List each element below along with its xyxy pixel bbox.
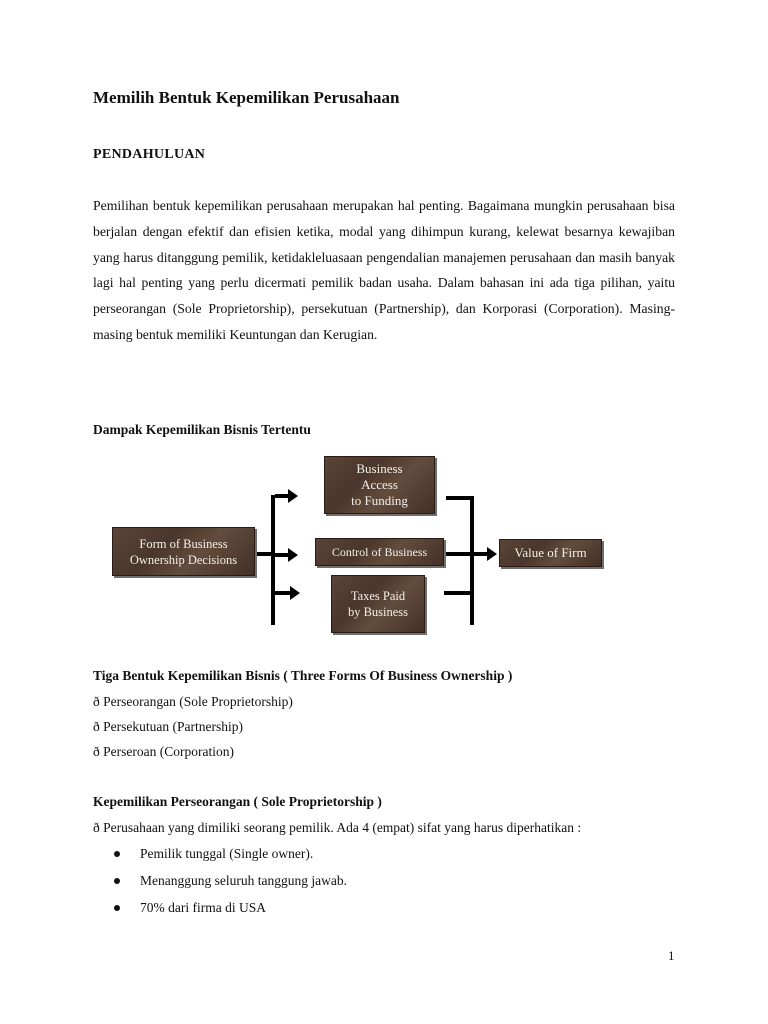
arrow-result-line — [474, 552, 488, 556]
bullet-icon — [114, 905, 120, 911]
access-to-funding-box: Business Access to Funding — [324, 456, 435, 514]
right-connector-bottom — [444, 591, 472, 595]
sole-proprietorship-heading: Kepemilikan Perseorangan ( Sole Proprietorship ) — [93, 794, 382, 809]
control-of-business-box: Control of Business — [315, 538, 444, 566]
diagram-heading: Dampak Kepemilikan Bisnis Tertentu — [93, 422, 311, 437]
list-item-text: 70% dari firma di USA — [140, 900, 266, 915]
bullet-icon — [114, 878, 120, 884]
list-item — [114, 900, 514, 920]
right-connector-top — [446, 496, 472, 500]
forms-item: ð Perseorangan (Sole Proprietorship) — [93, 694, 293, 709]
list-item-text: Menanggung seluruh tanggung jawab. — [140, 873, 347, 888]
arrow-top-head — [288, 489, 298, 503]
arrow-result-head — [487, 547, 497, 561]
forms-item: ð Perseroan (Corporation) — [93, 744, 234, 759]
list-item-text: Pemilik tunggal (Single owner). — [140, 846, 314, 861]
list-item — [114, 873, 514, 893]
arrow-top-line — [275, 494, 289, 498]
page-number: 1 — [668, 948, 675, 963]
left-bracket-line — [271, 495, 275, 625]
right-connector-middle — [444, 552, 472, 556]
source-connector — [255, 552, 273, 556]
bullet-icon — [114, 851, 120, 857]
sole-proprietorship-intro: ð Perusahaan yang dimiliki seorang pemilik. Ada 4 (empat) sifat yang harus diperhatikan : — [93, 820, 582, 835]
right-bracket-line — [470, 496, 474, 625]
taxes-paid-box: Taxes Paid by Business — [331, 575, 425, 633]
list-item — [114, 846, 514, 866]
document-title: Memilih Bentuk Kepemilikan Perusahaan — [93, 88, 400, 107]
intro-heading: PENDAHULUAN — [93, 147, 206, 162]
forms-item: ð Persekutuan (Partnership) — [93, 719, 243, 734]
form-of-business-box: Form of Business Ownership Decisions — [112, 527, 255, 576]
arrow-bottom-head — [290, 586, 300, 600]
forms-heading: Tiga Bentuk Kepemilikan Bisnis ( Three Forms Of Business Ownership ) — [93, 668, 513, 683]
value-of-firm-box: Value of Firm — [499, 539, 602, 567]
arrow-middle-head — [288, 548, 298, 562]
arrow-middle-line — [275, 553, 289, 557]
arrow-bottom-line — [275, 591, 291, 595]
intro-paragraph: Pemilihan bentuk kepemilikan perusahaan merupakan hal penting. Bagaimana mungkin perusahaan bisa berjalan dengan efektif dan efisien ketika, modal yang dihimpun kurang, kelewat besarnya kewajiban yang harus ditanggung pemilik, ketidakleluasaan pengendalian manajemen perusahaan dan masih banyak lagi hal penting yang perlu dicermati pemilik badan usaha. Dalam bahasan ini ada tiga pilihan, yaitu perseorangan (Sole Proprietorship), persekutuan (Partnership), dan Korporasi (Corporation). Masing-masing bentuk memiliki Keuntungan dan Kerugian. — [93, 198, 675, 342]
